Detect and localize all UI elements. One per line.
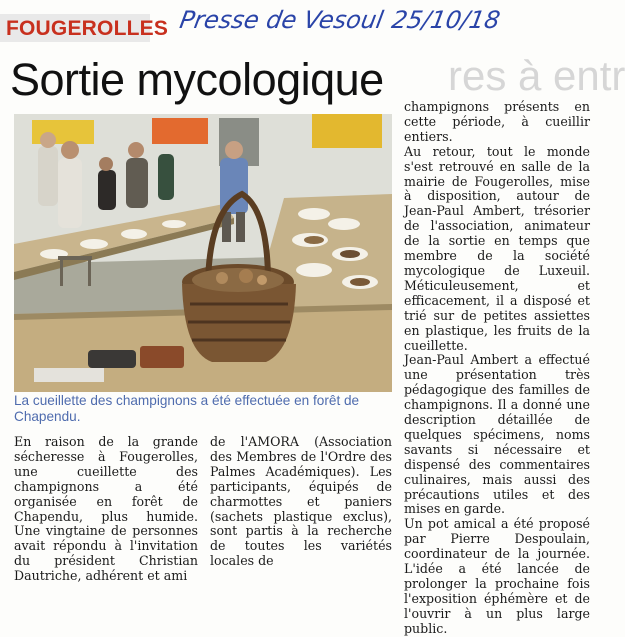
handwritten-source: Presse de Vesoul	[177, 6, 386, 34]
photo-caption: La cueillette des champignons a été effectuée en forêt de Chapendu.	[14, 393, 360, 424]
mushroom-exhibition-photo	[14, 114, 392, 392]
article-title: Sortie mycologique	[10, 54, 384, 105]
handwritten-date: 25/10/18	[389, 6, 503, 34]
page-header	[0, 0, 600, 44]
paragraph: Jean-Paul Ambert a effectué une présentation très pédagogique des familles de champignons. Il a donné une description détaillée de quelques spécimens, noms savants si nécessaire et dispensé des commentaires culinaires, mais aussi des précautions utiles et des mises en garde.	[404, 352, 590, 517]
bleed-through-text: res à entr	[448, 52, 625, 99]
paragraph: Un pot amical a été proposé par Pierre Despoulain, coordinateur de la journée. L'idée a été lancée de prolonger la prochaine fois l'exposition éphémère et de l'ouvrir à un plus large public.	[404, 516, 590, 636]
article-column-2	[210, 435, 392, 569]
paragraph: de l'AMORA (Association des Membres de l'Ordre des Palmes Académiques). Les participants, équipés de charmottes et paniers (sachets plastique exclus), sont partis à la recherche de toutes les variétés locales de	[210, 434, 392, 569]
paragraph: En raison de la grande sécheresse à Fougerolles, une cueillette des champignons a été organisée en forêt de Chapendu, plus humide. Une vingtaine de personnes avait répondu à l'invitation du président Christian Dautriche, adhérent et ami	[14, 434, 198, 584]
paragraph: champignons présents en cette période, à cueillir entiers.	[404, 99, 590, 144]
article-column-1	[14, 435, 198, 584]
section-city-label: FOUGEROLLES	[6, 17, 169, 40]
article-column-3	[404, 100, 590, 637]
article-photo	[14, 114, 392, 392]
paragraph: Au retour, tout le monde s'est retrouvé en salle de la mairie de Fougerolles, mise à disposition, autour de Jean-Paul Ambert, trésorier de l'association, animateur de la sortie en temps que membre de la société mycologique de Luxeuil. Méticuleusement, et efficacement, il a disposé et trié sur de petites assiettes en plastique, les fruits de la cueillette.	[404, 143, 590, 353]
